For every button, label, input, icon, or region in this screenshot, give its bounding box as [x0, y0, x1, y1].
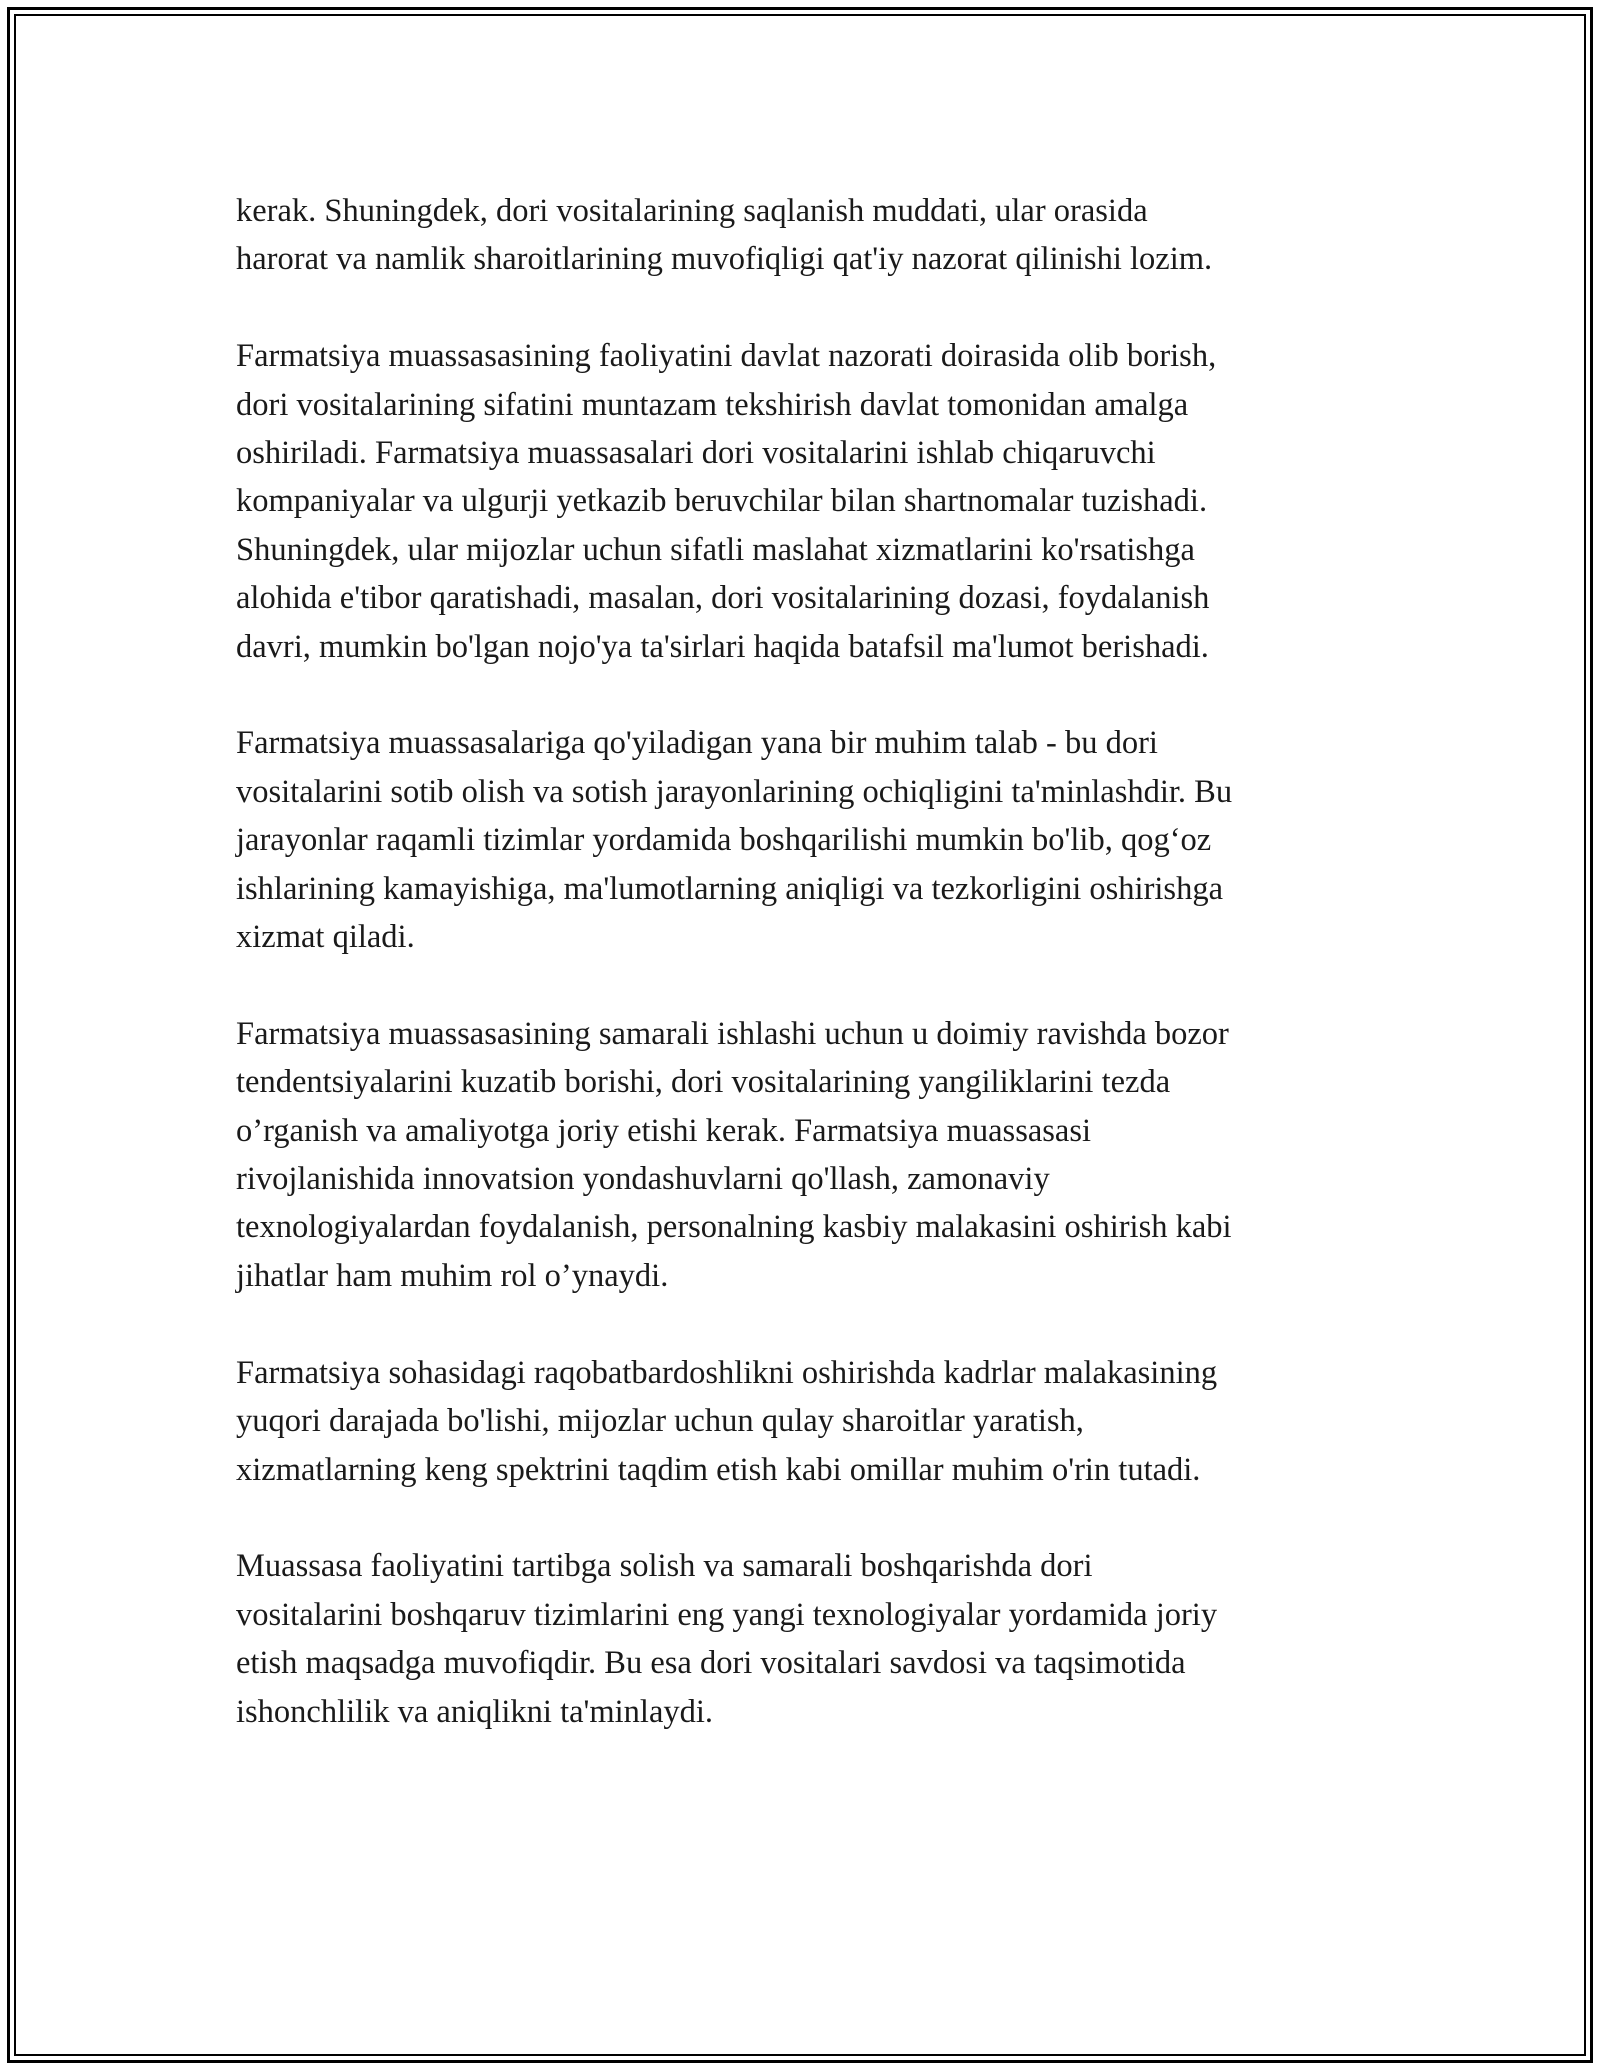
- paragraph: Farmatsiya sohasidagi raqobatbardoshlikni oshirishda kadrlar malakasining yuqori darajada bo'lishi, mijozlar uchun qulay sharoitlar yaratish, xizmatlarning keng spektrini taqdim etish kabi omillar muhim o'rin tutadi.: [236, 1354, 1218, 1488]
- paragraph: Farmatsiya muassasasining faoliyatini davlat nazorati doirasida olib borish, dori vositalarining sifatini muntazam tekshirish davlat tomonidan amalga oshiriladi. Farmatsiya muassasalari dori vositalarini ishlab chiqaruvchi kompaniyalar va ulgurji yetkazib beruvchilar bilan shartnomalar tuzishadi. Shuningdek, ular mijozlar uchun sifatli maslahat xizmatlarini ko'rsatishga alohida e'tibor qaratishadi, masalan, dori vositalarining dozasi, foydalanish davri, mumkin bo'lgan nojo'ya ta'sirlari haqida batafsil ma'lumot berishadi.: [236, 338, 1217, 665]
- paragraph: Farmatsiya muassasalariga qo'yiladigan yana bir muhim talab - bu dori vositalarini sotib olish va sotish jarayonlarining ochiqligini ta'minlashdir. Bu jarayonlar raqamli tizimlar yordamida boshqarilishi mumkin bo'lib, qog‘oz ishlarining kamayishiga, ma'lumotlarning aniqligi va tezkorligini oshirishga xizmat qiladi.: [236, 725, 1233, 956]
- document-body: [236, 187, 1386, 1784]
- paragraph: kerak. Shuningdek, dori vositalarining saqlanish muddati, ular orasida harorat va namlik sharoitlarining muvofiqligi qat'iy nazorat qilinishi lozim.: [236, 193, 1213, 278]
- paragraph: Muassasa faoliyatini tartibga solish va samarali boshqarishda dori vositalarini boshqaruv tizimlarini eng yangi texnologiyalar yordamida joriy etish maqsadga muvofiqdir. Bu esa dori vositalari savdosi va taqsimotida ishonchlilik va aniqlikni ta'minlaydi.: [236, 1548, 1218, 1730]
- paragraph: Farmatsiya muassasasining samarali ishlashi uchun u doimiy ravishda bozor tendentsiyalarini kuzatib borishi, dori vositalarining yangiliklarini tezda o’rganish va amaliyotga joriy etishi kerak. Farmatsiya muassasasi rivojlanishida innovatsion yondashuvlarni qo'llash, zamonaviy texnologiyalardan foydalanish, personalning kasbiy malakasini oshirish kabi jihatlar ham muhim rol o’ynaydi.: [236, 1015, 1232, 1294]
